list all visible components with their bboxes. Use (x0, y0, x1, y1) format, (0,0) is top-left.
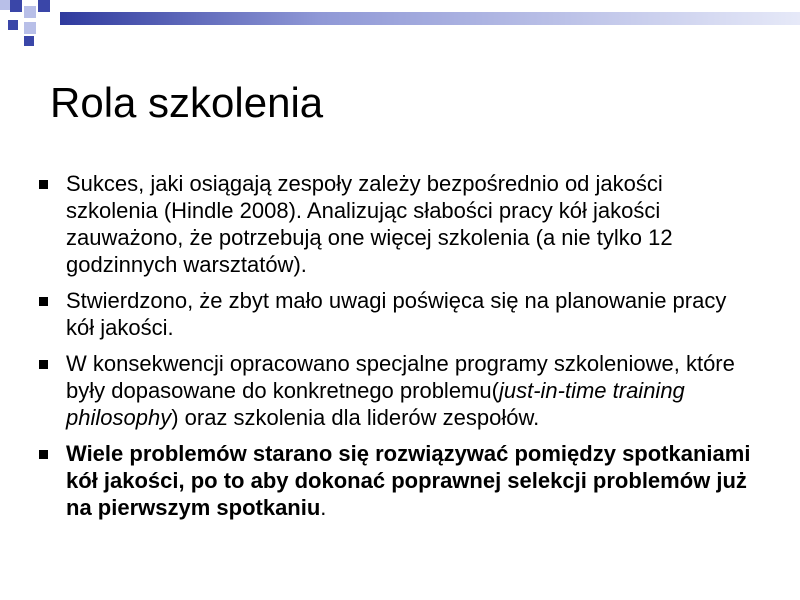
slide-title: Rola szkolenia (50, 79, 324, 126)
decor-square (24, 6, 36, 18)
decor-square (24, 22, 36, 34)
square-bullet-icon (39, 450, 48, 459)
square-bullet-icon (39, 360, 48, 369)
square-bullet-icon (39, 180, 48, 189)
square-bullet-icon (39, 297, 48, 306)
decor-square (0, 0, 10, 10)
bullet-item (36, 170, 752, 278)
decor-square (24, 36, 34, 46)
bullet-list (36, 170, 752, 530)
bullet-text-part: ) oraz szkolenia dla liderów zespołów. (171, 405, 540, 430)
bullet-item (36, 440, 752, 521)
bullet-item (36, 287, 752, 341)
decor-square (8, 20, 18, 30)
bullet-text-part: Wiele problemów starano się rozwiązywać pomiędzy spotkaniami kół jakości, po to aby dokonać poprawnej selekcji problemów już na pierwszym spotkaniu (66, 441, 751, 520)
header-gradient-band (60, 12, 800, 25)
bullet-text: Stwierdzono, że zbyt mało uwagi poświęca się na planowanie pracy kół jakości. (66, 288, 727, 340)
decor-square (10, 0, 22, 12)
bullet-item (36, 350, 752, 431)
bullet-text (66, 351, 735, 430)
bullet-text (66, 441, 750, 520)
bullet-text-part: W konsekwencji opracowano specjalne programy szkoleniowe, które były dopasowane do konkretnego problemu( (66, 351, 735, 403)
bullet-text-tail: . (320, 495, 327, 520)
decor-square (38, 0, 50, 12)
bullet-text: Sukces, jaki osiągają zespoły zależy bezpośrednio od jakości szkolenia (Hindle 2008). Analizując słabości pracy kół jakości zauważono, że potrzebują one więcej szkolenia (a nie tylko 12 godzinnych warsztatów). (66, 171, 673, 277)
header-decoration (0, 0, 800, 50)
italic-phrase: just-in-time training philosophy (66, 378, 685, 430)
